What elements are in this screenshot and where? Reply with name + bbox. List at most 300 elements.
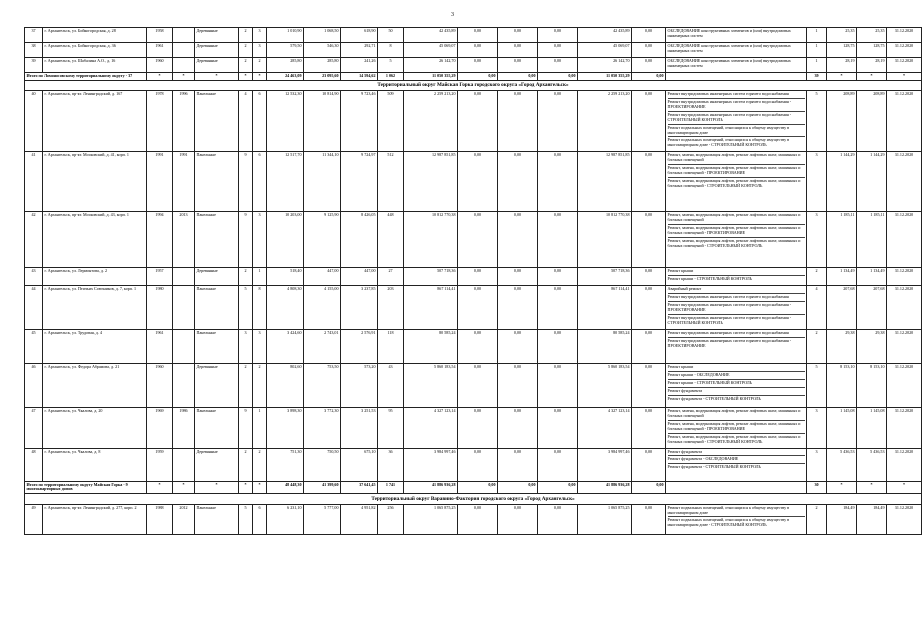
funding-cell: 0,00	[458, 43, 498, 58]
year-reconstruction-cell	[173, 43, 195, 58]
unit-cost-cell: 1 185,11	[827, 212, 857, 268]
floors-cell: 9	[239, 152, 253, 212]
year-built-cell: 1958	[147, 28, 173, 43]
cost-cell: 10 812 770,38	[404, 212, 458, 268]
funding-cell: 1 065 875,25	[578, 504, 632, 534]
funding-cell: 0,00	[632, 268, 666, 286]
work-item: Ремонт крыши	[668, 269, 805, 276]
wall-material-cell: Панельные	[195, 286, 239, 330]
unit-cost-cell: 29,38	[827, 330, 857, 364]
max-cost-cell: 29,38	[857, 330, 887, 364]
floors-cell: 2	[239, 268, 253, 286]
total-row-lomonosovsky	[25, 73, 922, 81]
quantity-cell: 3	[807, 152, 827, 212]
address-cell: г. Архангельск, ул. Бойкогородская, д. 36	[43, 43, 147, 58]
total-mark-cell: *	[239, 481, 253, 494]
total-value-cell: 0,00	[498, 481, 538, 494]
total-quantity-cell: 30	[807, 481, 827, 494]
work-item: Ремонт, замена, модернизация лифтов, ремонт лифтовых шахт, машинных и блочных помещений - ПРОЕКТИРОВАНИЕ	[668, 226, 805, 238]
row-number-cell: 49	[25, 504, 43, 534]
residential-area-cell: 447,00	[304, 268, 341, 286]
work-item: Ремонт, замена, модернизация лифтов, ремонт лифтовых шахт, машинных и блочных помещений - СТРОИТЕЛЬНЫЙ КОНТРОЛЬ	[667, 433, 801, 444]
year-reconstruction-cell	[173, 448, 195, 481]
funding-cell: 0,00	[632, 504, 666, 534]
quantity-cell: 4	[807, 286, 827, 330]
total-area-cell: 579,50	[267, 43, 304, 58]
row-number-cell: 45	[25, 330, 43, 364]
funding-cell: 0,00	[458, 268, 498, 286]
funding-cell: 4 327 123,14	[578, 408, 632, 448]
unit-cost-cell: 1 144,29	[827, 152, 857, 212]
funding-cell: 867 114,41	[578, 286, 632, 330]
cost-cell: 80 585,24	[404, 330, 458, 364]
total-area-cell: 285,80	[267, 58, 304, 73]
funding-cell: 0,00	[458, 408, 498, 448]
cost-cell: 12 987 851,85	[404, 152, 458, 212]
cost-cell: 26 142,70	[404, 58, 458, 73]
work-item: Ремонт подвальных помещений, относящихся к общему имуществу в многоквартирном доме	[668, 506, 805, 518]
total-area-cell: 12 517,70	[267, 152, 304, 212]
work-item: Ремонт внутридомовых инженерных систем горячего водоснабжения	[668, 92, 805, 99]
year-reconstruction-cell	[173, 330, 195, 364]
year-built-cell: 1957	[147, 268, 173, 286]
table-row	[25, 212, 922, 268]
residents-cell: 36	[378, 448, 404, 481]
deadline-cell: 31.12.2020	[887, 152, 922, 212]
residents-cell: 118	[378, 330, 404, 364]
work-item: Ремонт внутридомовых инженерных систем горячего водоснабжения - ПРОЕКТИРОВАНИЕ	[668, 100, 805, 112]
wall-material-cell: Панельные	[195, 504, 239, 534]
funding-cell: 0,00	[538, 28, 578, 43]
work-item: Ремонт, замена, модернизация лифтов, ремонт лифтовых шахт, машинных и блочных помещений	[668, 213, 805, 225]
unit-cost-cell: 1 134,49	[827, 268, 857, 286]
residential-area-cell: 285,80	[304, 58, 341, 73]
works-list-cell	[666, 408, 807, 448]
year-built-cell: 1978	[147, 91, 173, 152]
works-list-cell	[666, 330, 807, 364]
residents-cell: 203	[378, 286, 404, 330]
year-reconstruction-cell: 1991	[173, 152, 195, 212]
works-list-cell	[666, 448, 807, 481]
entrances-cell: 8	[253, 286, 267, 330]
work-item: Ремонт внутридомовых инженерных систем горячего водоснабжения - СТРОИТЕЛЬНЫЙ КОНТРОЛЬ	[668, 113, 805, 125]
quantity-cell: 1	[807, 28, 827, 43]
work-item: Аварийный ремонт	[668, 287, 805, 294]
quantity-cell: 1	[807, 58, 827, 73]
total-value-cell: 1 062	[378, 73, 404, 81]
unit-cost-cell: 5 436,53	[827, 448, 857, 481]
quantity-cell: 2	[807, 504, 827, 534]
total-value-cell: 11 050 355,29	[404, 73, 458, 81]
row-number-cell: 46	[25, 364, 43, 408]
works-list-cell	[666, 504, 807, 534]
deadline-cell: 31.12.2020	[887, 408, 922, 448]
total-quantity-cell: 39	[807, 73, 827, 81]
total-value-cell: 41 886 936,28	[404, 481, 458, 494]
entrances-cell: 2	[253, 448, 267, 481]
funding-cell: 0,00	[498, 330, 538, 364]
row-number-cell: 47	[25, 408, 43, 448]
funding-cell: 0,00	[498, 28, 538, 43]
entrances-cell: 6	[253, 91, 267, 152]
funding-cell: 0,00	[632, 91, 666, 152]
section-title-cell: Территориальный округ Варавино-Фактория городского округа «Город Архангельск»	[25, 494, 922, 504]
row-number-cell: 39	[25, 58, 43, 73]
works-list-cell	[666, 91, 807, 152]
funding-cell: 0,00	[538, 330, 578, 364]
wall-material-cell: Панельные	[195, 408, 239, 448]
table-row	[25, 504, 922, 534]
work-item: Ремонт фундамента - ОБСЛЕДОВАНИЕ	[668, 457, 805, 464]
max-cost-cell: 1 144,29	[857, 152, 887, 212]
funding-cell: 0,00	[632, 152, 666, 212]
address-cell: г. Архангельск, ул. Птичьих Союзников, д. 7, корп. 1	[43, 286, 147, 330]
address-cell: г. Архангельск, ул. Шабалина А.О., д. 16	[43, 58, 147, 73]
funding-cell: 0,00	[498, 286, 538, 330]
unit-cost-cell: 208,89	[827, 91, 857, 152]
cost-cell: 4 327 123,14	[404, 408, 458, 448]
residential-area-cell: 546,30	[304, 43, 341, 58]
total-mark-cell: *	[887, 481, 922, 494]
max-cost-cell: 1 185,11	[857, 212, 887, 268]
funding-cell: 0,00	[632, 43, 666, 58]
year-reconstruction-cell	[173, 58, 195, 73]
total-area-cell: 802,60	[267, 364, 304, 408]
row-number-cell: 48	[25, 448, 43, 481]
table-row	[25, 268, 922, 286]
total-mark-cell: *	[195, 481, 239, 494]
funding-cell: 0,00	[458, 330, 498, 364]
unit-cost-cell: 1 145,08	[827, 408, 857, 448]
total-mark-cell: *	[857, 481, 887, 494]
quantity-cell: 2	[807, 268, 827, 286]
total-value-cell: 14 594,62	[341, 73, 378, 81]
total-value-cell: 24 463,09	[267, 73, 304, 81]
row-number-cell: 40	[25, 91, 43, 152]
table-row	[25, 91, 922, 152]
work-item: ОБСЛЕДОВАНИЕ конструктивных элементов и (или) внутридомовых инженерных систем	[667, 43, 791, 53]
deadline-cell: 31.12.2020	[887, 286, 922, 330]
year-reconstruction-cell	[173, 364, 195, 408]
work-item: ОБСЛЕДОВАНИЕ конструктивных элементов и (или) внутридомовых инженерных систем	[667, 28, 791, 38]
entrances-cell: 3	[253, 28, 267, 43]
address-cell: г. Архангельск, ул. Лермонтова, д. 2	[43, 268, 147, 286]
funding-cell: 0,00	[632, 28, 666, 43]
work-item: Ремонт, замена, модернизация лифтов, ремонт лифтовых шахт, машинных и блочных помещений	[668, 409, 805, 421]
total-value-cell: 48 448,30	[267, 481, 304, 494]
section-title-cell: Территориальный округ Майская Горка городского округа «Город Архангельск»	[25, 80, 922, 90]
funding-cell: 0,00	[538, 212, 578, 268]
year-built-cell: 1994	[147, 212, 173, 268]
total-area-cell: 6 231,10	[267, 504, 304, 534]
deadline-cell: 31.12.2020	[887, 448, 922, 481]
year-built-cell: 1988	[147, 504, 173, 534]
table-row	[25, 286, 922, 330]
living-area-cell: 9 724,97	[341, 152, 378, 212]
total-mark-cell: *	[827, 481, 857, 494]
unit-cost-cell: 184,49	[827, 504, 857, 534]
total-area-cell: 518,40	[267, 268, 304, 286]
residents-cell: 43	[378, 364, 404, 408]
wall-material-cell: Панельные	[195, 330, 239, 364]
work-item: Ремонт, замена, модернизация лифтов, ремонт лифтовых шахт, машинных и блочных помещений - ПРОЕКТИРОВАНИЕ	[668, 422, 805, 434]
work-item: Ремонт подвальных помещений, относящихся к общему имуществу в многоквартирном доме	[668, 126, 805, 138]
total-value-cell: 0,00	[632, 481, 666, 494]
section-heading-mayskaya-gorka	[25, 80, 922, 90]
year-built-cell: 1960	[147, 364, 173, 408]
floors-cell: 2	[239, 28, 253, 43]
funding-cell: 10 812 770,38	[578, 212, 632, 268]
funding-cell: 0,00	[632, 212, 666, 268]
wall-material-cell: Деревянные	[195, 448, 239, 481]
living-area-cell: 9 723,46	[341, 91, 378, 152]
entrances-cell: 3	[253, 212, 267, 268]
year-built-cell: 1960	[147, 58, 173, 73]
funding-cell: 0,00	[538, 286, 578, 330]
total-value-cell: 0,00	[538, 481, 578, 494]
total-value-cell: 0,00	[458, 481, 498, 494]
funding-cell: 0,00	[538, 43, 578, 58]
quantity-cell: 5	[807, 91, 827, 152]
residential-area-cell: 4 155,00	[304, 286, 341, 330]
unit-cost-cell: 128,75	[827, 43, 857, 58]
deadline-cell: 31.12.2020	[887, 28, 922, 43]
entrances-cell: 2	[253, 364, 267, 408]
wall-material-cell: Деревянные	[195, 28, 239, 43]
row-number-cell: 44	[25, 286, 43, 330]
year-built-cell: 1980	[147, 286, 173, 330]
funding-cell: 3 984 997,46	[578, 448, 632, 481]
funding-cell: 80 585,24	[578, 330, 632, 364]
funding-cell: 0,00	[498, 152, 538, 212]
residential-area-cell: 750,50	[304, 448, 341, 481]
capital-repair-register-table	[24, 27, 922, 535]
work-item: ОБСЛЕДОВАНИЕ конструктивных элементов и (или) внутридомовых инженерных систем	[667, 58, 791, 68]
work-item: Ремонт фундамента	[668, 450, 805, 457]
year-reconstruction-cell: 2012	[173, 504, 195, 534]
cost-cell: 2 259 213,20	[404, 91, 458, 152]
wall-material-cell: Деревянные	[195, 268, 239, 286]
cost-cell: 3 984 997,46	[404, 448, 458, 481]
living-area-cell: 292,71	[341, 43, 378, 58]
total-area-cell: 10 203,00	[267, 212, 304, 268]
living-area-cell: 447,00	[341, 268, 378, 286]
max-cost-cell: 128,75	[857, 43, 887, 58]
address-cell: г. Архангельск, ул. Трудовая, д. 4	[43, 330, 147, 364]
total-area-cell: 12 532,30	[267, 91, 304, 152]
work-item: Ремонт фундамента	[668, 389, 805, 396]
unit-cost-cell: 207,68	[827, 286, 857, 330]
residential-area-cell: 3 772,30	[304, 408, 341, 448]
year-reconstruction-cell: 1986	[173, 408, 195, 448]
entrances-cell: 1	[253, 268, 267, 286]
residents-cell: 5	[378, 58, 404, 73]
total-mark-cell: *	[253, 481, 267, 494]
wall-material-cell: Панельные	[195, 91, 239, 152]
work-item: Ремонт фундамента - СТРОИТЕЛЬНЫЙ КОНТРОЛЬ	[667, 395, 761, 401]
total-mark-cell: *	[147, 481, 173, 494]
funding-cell: 0,00	[538, 364, 578, 408]
deadline-cell: 31.12.2020	[887, 504, 922, 534]
funding-cell: 0,00	[538, 58, 578, 73]
floors-cell: 2	[239, 364, 253, 408]
funding-cell: 0,00	[538, 448, 578, 481]
funding-cell: 0,00	[498, 504, 538, 534]
total-value-cell: 23 095,60	[304, 73, 341, 81]
work-item: Ремонт фундамента - СТРОИТЕЛЬНЫЙ КОНТРОЛЬ	[667, 464, 761, 470]
address-cell: г. Архангельск, пр-кт. Ленинградский, д. 167	[43, 91, 147, 152]
entrances-cell: 1	[253, 408, 267, 448]
unit-cost-cell: 8 153,10	[827, 364, 857, 408]
cost-cell: 45 069,07	[404, 43, 458, 58]
work-item: Ремонт крыши - СТРОИТЕЛЬНЫЙ КОНТРОЛЬ	[667, 276, 753, 282]
residents-cell: 8	[378, 43, 404, 58]
floors-cell: 2	[239, 43, 253, 58]
total-value-cell: 11 050 355,29	[578, 73, 632, 81]
funding-cell: 507 718,36	[578, 268, 632, 286]
table-row	[25, 408, 922, 448]
total-blank-cell	[666, 73, 807, 81]
year-reconstruction-cell	[173, 286, 195, 330]
row-number-cell: 41	[25, 152, 43, 212]
year-built-cell: 1991	[147, 152, 173, 212]
total-label-cell: Итого по Ломоносовскому территориальному округу - 37	[25, 73, 147, 81]
entrances-cell: 6	[253, 152, 267, 212]
total-mark-cell: *	[857, 73, 887, 81]
residents-cell: 448	[378, 212, 404, 268]
living-area-cell: 4 951,82	[341, 504, 378, 534]
cost-cell: 5 860 183,54	[404, 364, 458, 408]
total-label-cell: Итого по территориальному округу Майская Горка - 9 многоквартирных домов	[25, 481, 147, 494]
funding-cell: 0,00	[458, 212, 498, 268]
work-item: Ремонт подвальных помещений, относящихся к общему имуществу в многоквартирном доме - СТРОИТЕЛЬНЫЙ КОНТРОЛЬ	[667, 137, 790, 148]
funding-cell: 0,00	[458, 58, 498, 73]
deadline-cell: 31.12.2020	[887, 43, 922, 58]
funding-cell: 0,00	[458, 364, 498, 408]
year-built-cell: 1969	[147, 408, 173, 448]
total-value-cell: 37 641,45	[341, 481, 378, 494]
floors-cell: 9	[239, 212, 253, 268]
residential-area-cell: 11 344,10	[304, 152, 341, 212]
table-row	[25, 58, 922, 73]
work-item: Ремонт, замена, модернизация лифтов, ремонт лифтовых шахт, машинных и блочных помещений - ПРОЕКТИРОВАНИЕ	[668, 166, 805, 178]
living-area-cell: 3 237,85	[341, 286, 378, 330]
wall-material-cell: Деревянные	[195, 43, 239, 58]
living-area-cell: 2 576,91	[341, 330, 378, 364]
residents-cell: 50	[378, 28, 404, 43]
deadline-cell: 31.12.2020	[887, 268, 922, 286]
funding-cell: 45 069,07	[578, 43, 632, 58]
total-row-mayskaya-gorka	[25, 481, 922, 494]
max-cost-cell: 5 436,53	[857, 448, 887, 481]
funding-cell: 0,00	[458, 286, 498, 330]
works-list-cell	[666, 364, 807, 408]
works-list-cell	[666, 212, 807, 268]
residential-area-cell: 9 125,90	[304, 212, 341, 268]
funding-cell: 42 435,89	[578, 28, 632, 43]
quantity-cell: 3	[807, 408, 827, 448]
total-mark-cell: *	[147, 73, 173, 81]
max-cost-cell: 8 153,10	[857, 364, 887, 408]
total-area-cell: 1 010,90	[267, 28, 304, 43]
address-cell: г. Архангельск, пр-кт. Московский, д. 43, корп. 1	[43, 212, 147, 268]
row-number-cell: 43	[25, 268, 43, 286]
max-cost-cell: 25,35	[857, 28, 887, 43]
floors-cell: 9	[239, 408, 253, 448]
address-cell: г. Архангельск, пр-кт. Ленинградский, д. 277, корп. 2	[43, 504, 147, 534]
work-item: Ремонт крыши - СТРОИТЕЛЬНЫЙ КОНТРОЛЬ	[668, 381, 805, 388]
wall-material-cell: Панельные	[195, 212, 239, 268]
entrances-cell: 3	[253, 43, 267, 58]
residential-area-cell: 753,50	[304, 364, 341, 408]
residents-cell: 95	[378, 408, 404, 448]
total-value-cell: 1 741	[378, 481, 404, 494]
residents-cell: 27	[378, 268, 404, 286]
max-cost-cell: 28,19	[857, 58, 887, 73]
quantity-cell: 3	[807, 212, 827, 268]
funding-cell: 0,00	[538, 504, 578, 534]
works-list-cell	[666, 286, 807, 330]
deadline-cell: 31.12.2020	[887, 364, 922, 408]
wall-material-cell: Панельные	[195, 152, 239, 212]
row-number-cell: 42	[25, 212, 43, 268]
address-cell: г. Архангельск, ул. Бойкогородская, д. 28	[43, 28, 147, 43]
funding-cell: 0,00	[632, 58, 666, 73]
work-item: Ремонт внутридомовых инженерных систем горячего водоснабжения - ПРОЕКТИРОВАНИЕ	[668, 303, 805, 315]
register-body	[25, 28, 922, 535]
work-item: Ремонт подвальных помещений, относящихся к общему имуществу в многоквартирном доме - СТРОИТЕЛЬНЫЙ КОНТРОЛЬ	[667, 517, 790, 528]
funding-cell: 0,00	[538, 91, 578, 152]
living-area-cell: 241,26	[341, 58, 378, 73]
year-built-cell: 1959	[147, 448, 173, 481]
work-item: Ремонт крыши	[668, 365, 805, 372]
wall-material-cell: Деревянные	[195, 58, 239, 73]
floors-cell: 2	[239, 448, 253, 481]
max-cost-cell: 207,68	[857, 286, 887, 330]
living-area-cell: 675,10	[341, 448, 378, 481]
floors-cell: 2	[239, 58, 253, 73]
works-list-cell	[666, 268, 807, 286]
cost-cell: 867 114,41	[404, 286, 458, 330]
work-item: Ремонт внутридомовых инженерных систем горячего водоснабжения - СТРОИТЕЛЬНЫЙ КОНТРОЛЬ	[667, 314, 792, 325]
address-cell: г. Архангельск, пр-кт. Московский, д. 41, корп. 1	[43, 152, 147, 212]
work-item: Ремонт, замена, модернизация лифтов, ремонт лифтовых шахт, машинных и блочных помещений - СТРОИТЕЛЬНЫЙ КОНТРОЛЬ	[667, 177, 801, 188]
year-reconstruction-cell	[173, 28, 195, 43]
total-value-cell: 41 399,60	[304, 481, 341, 494]
table-row	[25, 28, 922, 43]
funding-cell: 12 987 851,85	[578, 152, 632, 212]
total-mark-cell: *	[195, 73, 239, 81]
funding-cell: 0,00	[458, 28, 498, 43]
table-row	[25, 448, 922, 481]
funding-cell: 0,00	[632, 408, 666, 448]
cost-cell: 1 065 875,25	[404, 504, 458, 534]
total-area-cell: 751,30	[267, 448, 304, 481]
total-value-cell: 0,00	[538, 73, 578, 81]
total-value-cell: 0,00	[458, 73, 498, 81]
funding-cell: 0,00	[632, 448, 666, 481]
funding-cell: 0,00	[538, 408, 578, 448]
floors-cell: 3	[239, 330, 253, 364]
deadline-cell: 31.12.2020	[887, 330, 922, 364]
funding-cell: 0,00	[498, 58, 538, 73]
entrances-cell: 2	[253, 58, 267, 73]
unit-cost-cell: 28,19	[827, 58, 857, 73]
max-cost-cell: 208,89	[857, 91, 887, 152]
total-mark-cell: *	[173, 481, 195, 494]
funding-cell: 0,00	[632, 330, 666, 364]
works-list-cell	[666, 152, 807, 212]
